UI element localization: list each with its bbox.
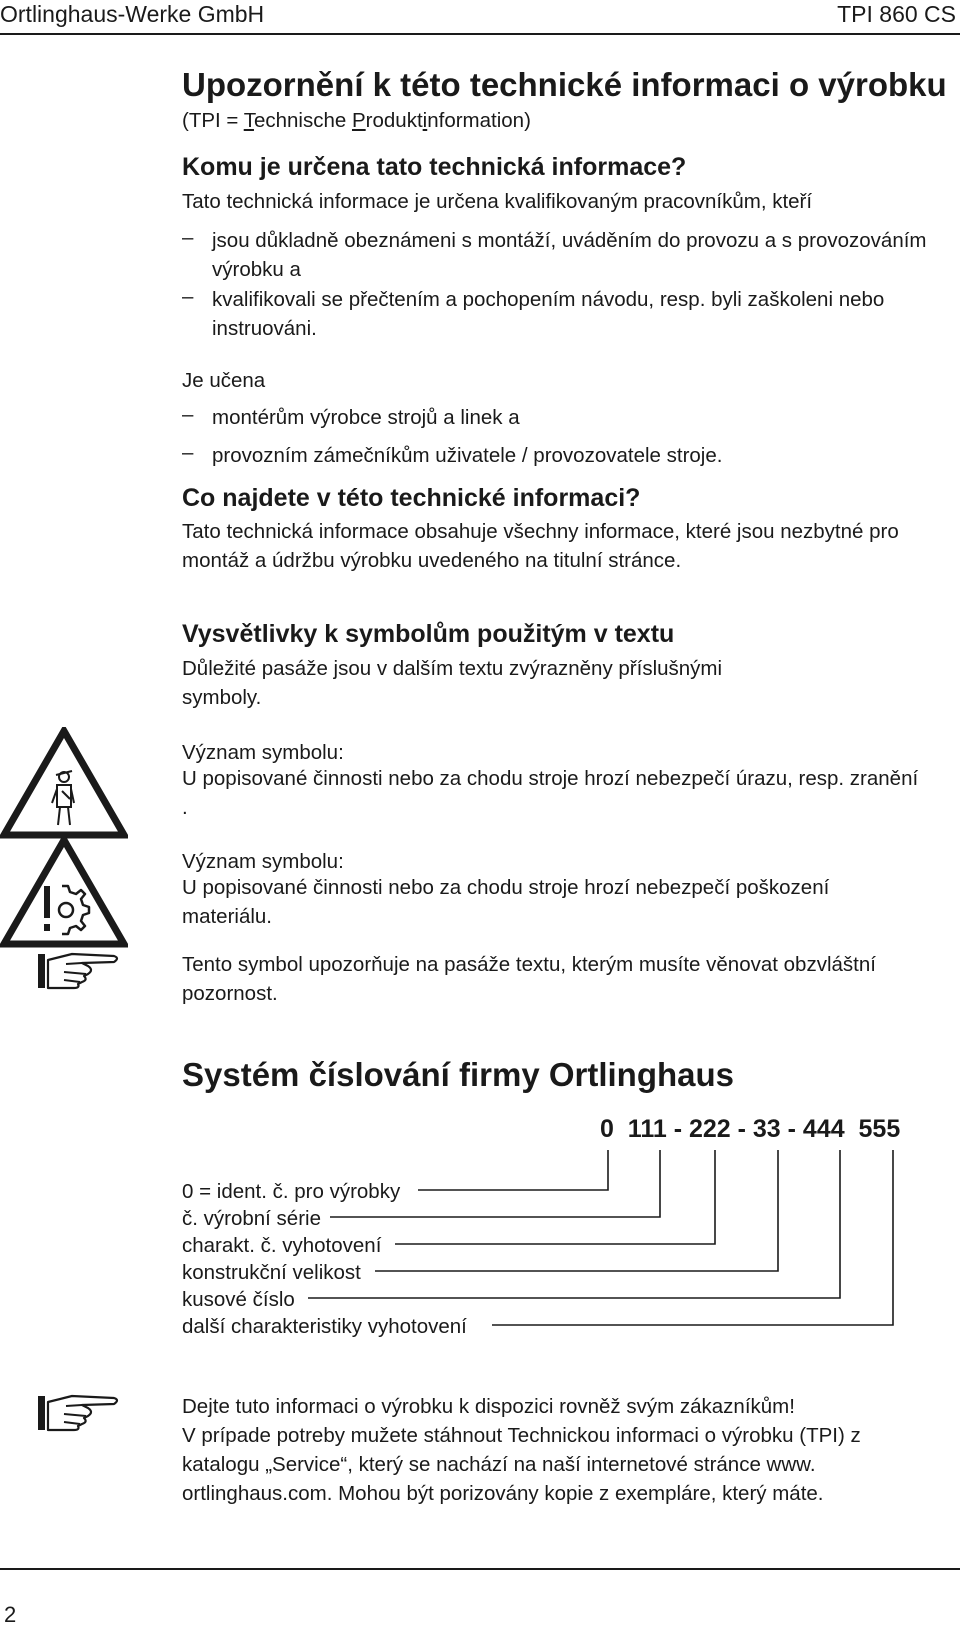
- numbering-code: 0 111 - 222 - 33 - 444 555: [600, 1115, 901, 1143]
- injury-label: Význam symbolu:: [182, 741, 344, 764]
- who-item-dash: –: [182, 285, 194, 308]
- who-item-4: provozním zámečníkům uživatele / provozovatele stroje.: [212, 444, 723, 467]
- numbering-label-4: konstrukční velikost: [182, 1261, 367, 1285]
- numbering-label-6: další charakteristiky vyhotovení: [182, 1315, 473, 1339]
- who-intro2: Je učena: [182, 369, 266, 392]
- what-text: Tato technická informace obsahuje všechny informace, které jsou nezbytné pro montáž a údržbu výrobku uvedeného na titulní stránce.: [182, 520, 899, 572]
- who-item-dash: –: [182, 403, 194, 426]
- who-intro: Tato technická informace je určena kvalifikovaným pracovníkům, kteří: [182, 190, 813, 213]
- header-company: Ortlinghaus-Werke GmbH: [0, 1, 265, 27]
- page-number: 2: [4, 1602, 17, 1627]
- who-heading: Komu je určena tato technická informace?: [182, 153, 687, 181]
- damage-text: U popisované činnosti nebo za chodu stroje hrozí nebezpečí poškození materiálu.: [182, 876, 830, 928]
- numbering-heading: Systém číslování firmy Ortlinghaus: [182, 1056, 735, 1093]
- who-item-1: jsou důkladně obeznámeni s montáží, uváděním do provozu a s provozováním výrobku a: [212, 229, 927, 281]
- footer-rule: [0, 1568, 960, 1570]
- who-item-dash: –: [182, 441, 194, 464]
- what-heading: Co najdete v této technické informaci?: [182, 484, 641, 512]
- symbols-heading: Vysvětlivky k symbolům použitým v textu: [182, 620, 675, 648]
- numbering-label-1: 0 = ident. č. pro výrobky: [182, 1180, 406, 1204]
- symbols-intro: Důležité pasáže jsou v dalším textu zvýrazněny příslušnými symboly.: [182, 657, 723, 709]
- pointing-hand-icon: [36, 1392, 120, 1434]
- page-subtitle: (TPI = Technische Produktinformation): [182, 109, 531, 132]
- numbering-label-3: charakt. č. vyhotovení: [182, 1234, 387, 1258]
- who-item-dash: –: [182, 226, 194, 249]
- numbering-label-2: č. výrobní série: [182, 1207, 327, 1231]
- attention-text: Tento symbol upozorňuje na pasáže textu, kterým musíte věnovat obzvláštní pozornost.: [182, 953, 876, 1005]
- injury-text: U popisované činnosti nebo za chodu stroje hrozí nebezpečí úrazu, resp. zranění .: [182, 767, 919, 819]
- who-item-2: kvalifikovali se přečtením a pochopením návodu, resp. byli zaškoleni nebo instruováni.: [212, 288, 885, 340]
- who-item-3: montérům výrobce strojů a linek a: [212, 406, 520, 429]
- header-doc-code: TPI 860 CS: [837, 1, 956, 27]
- page-title: Upozornění k této technické informaci o výrobku: [182, 66, 947, 103]
- numbering-label-5: kusové číslo: [182, 1288, 301, 1312]
- damage-label: Význam symbolu:: [182, 850, 344, 873]
- note-text: Dejte tuto informaci o výrobku k dispozici rovněž svým zákazníkům! V prípade potreby mužete stáhnout Technickou informaci o výrobku (TPI) z katalogu „Service“, který se nachází na naší internetové stránce www. ortlinghaus.com. Mohou být porizovány kopie z exempláre, který máte.: [182, 1395, 861, 1505]
